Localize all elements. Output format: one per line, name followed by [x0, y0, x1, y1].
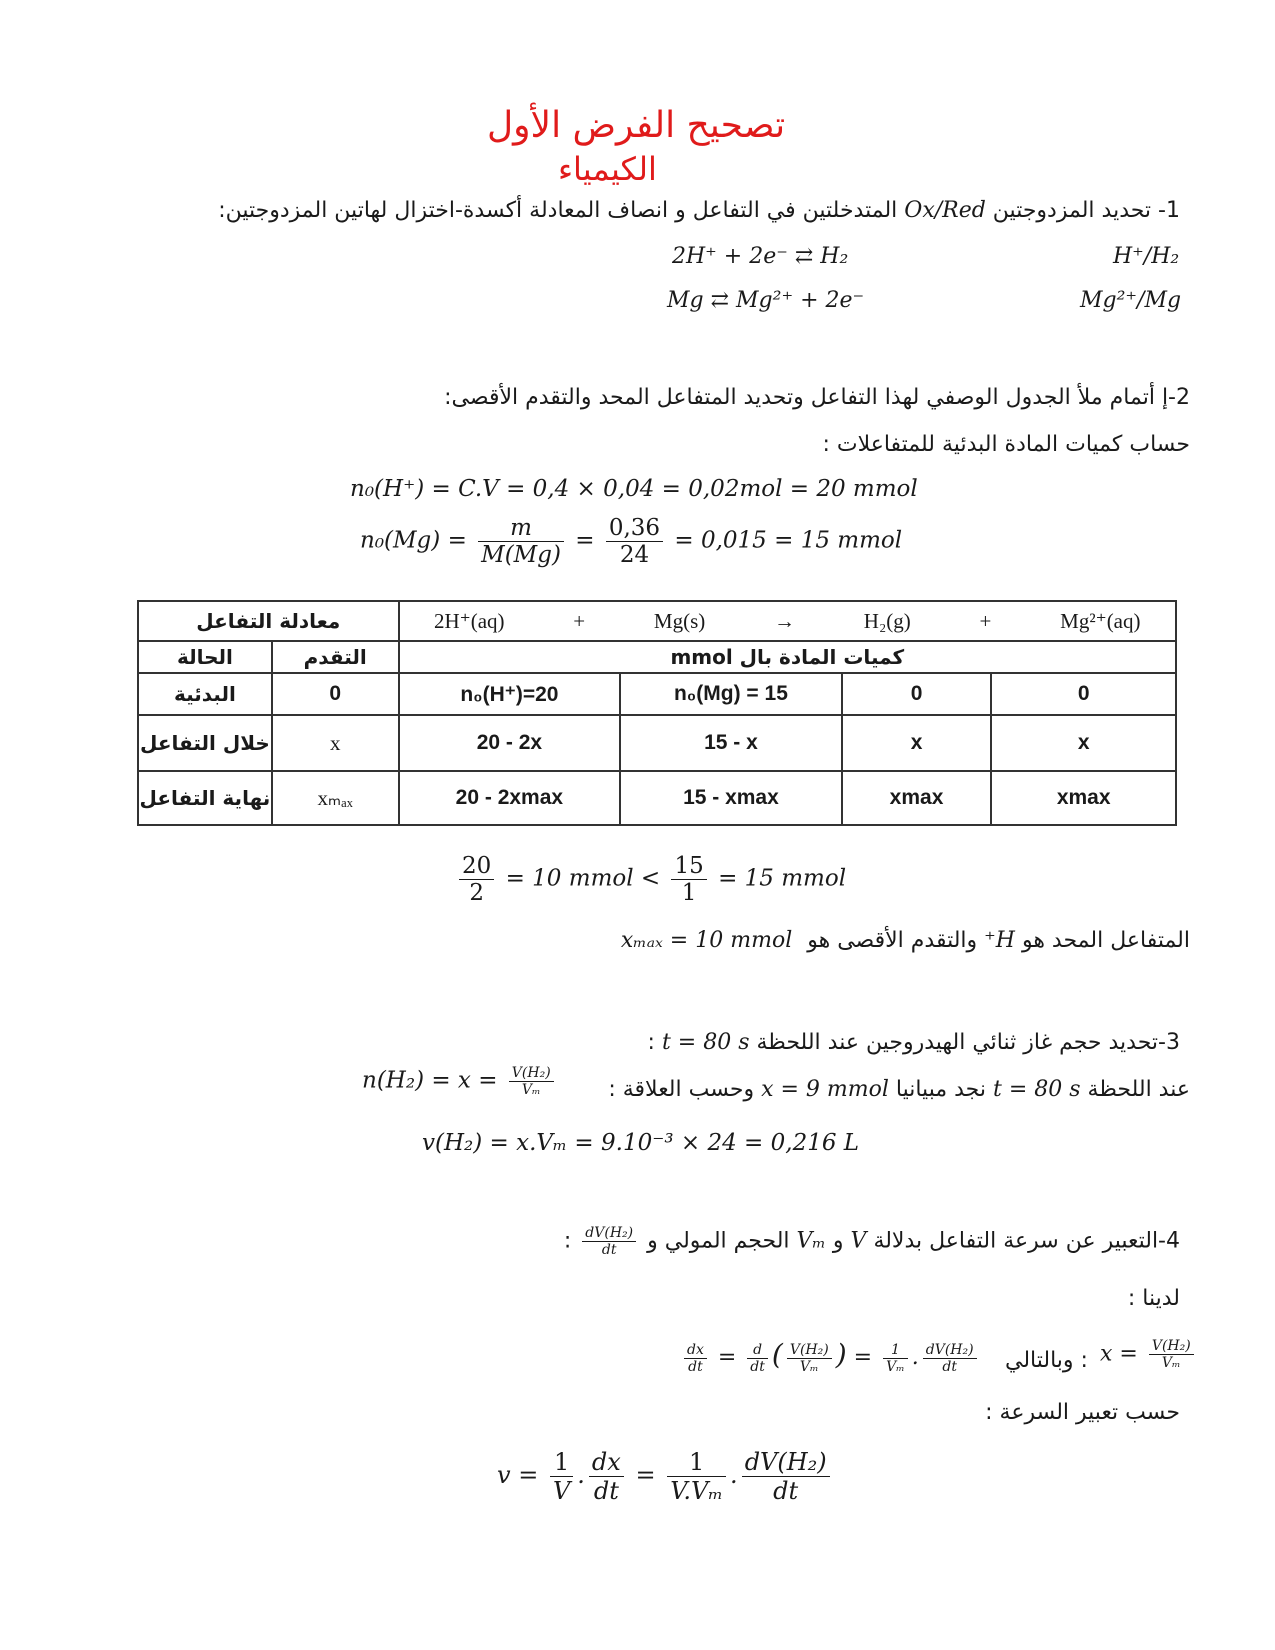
- q4-derivative: $\frac{dx}{dt}$ = $\frac{d}{dt}$ ( $\frac{\text{V(H₂)}}{\text{Vₘ}}$ ) = $\frac{1}{\text{Vₘ}}$ . $\frac{\text{dV(H₂)}}{dt}$: [680, 1338, 981, 1375]
- q3-line-a: عند اللحظة: [1087, 1077, 1190, 1102]
- q3-nh2-frac: $\frac{\text{V(H₂)}}{\text{Vₘ}}$: [509, 1065, 554, 1098]
- state-cell: البدئية: [138, 673, 272, 715]
- amount-cell: 15 - xmax: [620, 771, 842, 825]
- q3-heading-t: t = 80 s: [661, 1030, 750, 1055]
- q4-heading-v: V: [850, 1228, 867, 1254]
- q4-heading-end: :: [563, 1228, 572, 1254]
- amount-cell: n₀(H⁺)=20: [399, 673, 621, 715]
- amount-cell: xmax: [991, 771, 1176, 825]
- cmp-mid: = 10 mmol <: [505, 865, 661, 892]
- q2-conclusion: [621, 928, 1190, 953]
- q4-x-eq: [1100, 1338, 1198, 1371]
- concl-xmax: xₘₐₓ = 10 mmol: [620, 928, 793, 953]
- q2-subheading: حساب كميات المادة البدئية للمتفاعلات :: [822, 432, 1190, 457]
- v-lhs: v =: [497, 1461, 539, 1489]
- q3-line-c: وحسب العلاقة :: [608, 1077, 755, 1102]
- q2-eq-nh: n₀(H⁺) = C.V = 0,4 × 0,04 = 0,02mol = 20 mmol: [350, 476, 918, 502]
- page-subtitle: الكيمياء: [558, 150, 657, 188]
- q3-heading: [648, 1030, 1180, 1055]
- amount-cell: 0: [842, 673, 992, 715]
- eq-h2: H₂(g): [863, 608, 911, 633]
- q4-velocity: v = $\frac{1}{V}$ . $\frac{dx}{dt}$ = $\frac{1}{\text{V.Vₘ}}$ . $\frac{\text{dV(H₂)}}{dt}$: [497, 1448, 834, 1505]
- amount-cell: x: [991, 715, 1176, 771]
- q1-couple-label: Ox/Red: [904, 198, 986, 223]
- eq-mg2: Mg²⁺(aq): [1060, 608, 1141, 633]
- q3-nh2: [362, 1065, 558, 1098]
- q3-heading-end: :: [647, 1030, 655, 1055]
- amount-cell: n₀(Mg) = 15: [620, 673, 842, 715]
- v-frac-4: $\frac{\text{dV(H₂)}}{dt}$: [742, 1448, 830, 1505]
- v-frac-1: $\frac{1}{V}$: [550, 1448, 573, 1505]
- table-row: [138, 641, 1176, 673]
- q4-lena: لدينا :: [1127, 1286, 1180, 1311]
- eq-h: 2H⁺(aq): [433, 608, 505, 633]
- q2-frac-m: $\frac{m}{M(Mg)}$: [478, 515, 564, 568]
- q3-heading-a: 3-تحديد حجم غاز ثنائي الهيدروجين عند اللحظة: [756, 1030, 1180, 1055]
- q2-eq2-rhs: = 0,015 = 15 mmol: [674, 527, 903, 554]
- q4-x-lhs: x =: [1100, 1341, 1138, 1367]
- state-cell: نهاية التفاعل: [138, 771, 272, 825]
- table-row: [138, 601, 1176, 641]
- q3-line-t: t = 80 s: [993, 1077, 1081, 1102]
- q3-line-b: نجد مبيانيا: [895, 1077, 986, 1102]
- q2-frac-value: $\frac{0,36}{24}$: [606, 515, 663, 568]
- advance-cell: 0: [272, 673, 399, 715]
- amounts-header: كميات المادة بال mmol: [399, 641, 1176, 673]
- q1-couple-1: H⁺/H₂: [1113, 244, 1180, 269]
- page-title: تصحيح الفرض الأول: [487, 105, 786, 146]
- v-frac-2: $\frac{dx}{dt}$: [589, 1448, 624, 1505]
- amount-cell: 15 - x: [620, 715, 842, 771]
- q3-volume: v(H₂) = x.Vₘ = 9.10⁻³ × 24 = 0,216 L: [422, 1130, 860, 1156]
- table-row: [138, 715, 1176, 771]
- q4-hasab: حسب تعبير السرعة :: [985, 1400, 1180, 1425]
- d-frac-3: $\frac{1}{\text{Vₘ}}$: [883, 1342, 908, 1375]
- q4-heading-a: 4-التعبير عن سرعة التفاعل بدلالة: [873, 1228, 1180, 1254]
- reaction-equation: [399, 601, 1176, 641]
- cmp-frac-1: $\frac{20}{2}$: [459, 853, 494, 906]
- amount-cell: 0: [991, 673, 1176, 715]
- amount-cell: xmax: [842, 771, 992, 825]
- eq-plus-2: +: [979, 608, 992, 633]
- concl-h: H⁺: [984, 928, 1015, 953]
- q3-line: [608, 1077, 1190, 1102]
- q4-heading-b: و: [832, 1228, 844, 1254]
- table-row: [138, 673, 1176, 715]
- cmp-frac-2: $\frac{15}{1}$: [671, 853, 706, 906]
- q1-half-equation-2: Mg ⇄ Mg²⁺ + 2e⁻: [667, 288, 865, 313]
- q4-heading: [564, 1225, 1180, 1258]
- eq-mg: Mg(s): [653, 608, 706, 633]
- q1-couple-2: Mg²⁺/Mg: [1080, 288, 1182, 313]
- reaction-table: [137, 600, 1177, 826]
- q4-heading-frac: $\frac{\text{dV(H₂)}}{dt}$: [582, 1225, 636, 1258]
- q4-heading-c: الحجم المولي و: [647, 1228, 790, 1254]
- eq-plus-1: +: [573, 608, 586, 633]
- q4-wa: وبالتالي :: [1005, 1348, 1088, 1373]
- amount-cell: 20 - 2xmax: [399, 771, 621, 825]
- d-frac-2: $\frac{d}{dt}$: [747, 1342, 768, 1375]
- v-frac-3: $\frac{1}{\text{V.Vₘ}}$: [667, 1448, 726, 1505]
- advance-header: التقدم: [272, 641, 399, 673]
- d-frac-4: $\frac{\text{dV(H₂)}}{dt}$: [923, 1342, 977, 1375]
- eq-arrow: →: [774, 608, 796, 633]
- advance-cell: xₘₐₓ: [272, 771, 399, 825]
- amount-cell: 20 - 2x: [399, 715, 621, 771]
- d-frac-inner: $\frac{\text{V(H₂)}}{\text{Vₘ}}$: [787, 1342, 832, 1375]
- q1-heading: [218, 198, 1180, 223]
- q2-comparison: [455, 853, 846, 906]
- q1-text-a: 1- تحديد المزدوجتين: [985, 198, 1180, 223]
- d-frac-1: $\frac{dx}{dt}$: [684, 1342, 707, 1375]
- amount-cell: x: [842, 715, 992, 771]
- q3-nh2-lhs: n(H₂) = x =: [362, 1067, 498, 1094]
- concl-text: المتفاعل المحد هو: [1021, 928, 1190, 953]
- cmp-end: = 15 mmol: [718, 865, 847, 892]
- q3-line-x: x = 9 mmol: [761, 1077, 889, 1102]
- q4-x-frac: $\frac{\text{V(H₂)}}{\text{Vₘ}}$: [1149, 1338, 1194, 1371]
- advance-cell: x: [272, 715, 399, 771]
- q1-half-equation-1: 2H⁺ + 2e⁻ ⇄ H₂: [672, 244, 849, 269]
- eq-label: معادلة التفاعل: [138, 601, 399, 641]
- q2-eq-nmg: n₀(Mg) = $\frac{m}{M(Mg)}$ = $\frac{0,36}{24}$ = 0,015 = 15 mmol: [360, 515, 903, 568]
- q4-heading-vm: Vₘ: [796, 1228, 826, 1254]
- table-row: [138, 771, 1176, 825]
- q2-heading: 2-إ أتمام ملأ الجدول الوصفي لهذا التفاعل وتحديد المتفاعل المحد والتقدم الأقصى:: [444, 385, 1190, 410]
- state-cell: خلال التفاعل: [138, 715, 272, 771]
- q1-text-b: المتدخلتين في التفاعل و انصاف المعادلة أكسدة-اختزال لهاتين المزدوجتين:: [218, 198, 905, 223]
- state-header: الحالة: [138, 641, 272, 673]
- q2-eq2-lhs: n₀(Mg) =: [360, 527, 467, 554]
- concl-text-2: والتقدم الأقصى هو: [807, 928, 978, 953]
